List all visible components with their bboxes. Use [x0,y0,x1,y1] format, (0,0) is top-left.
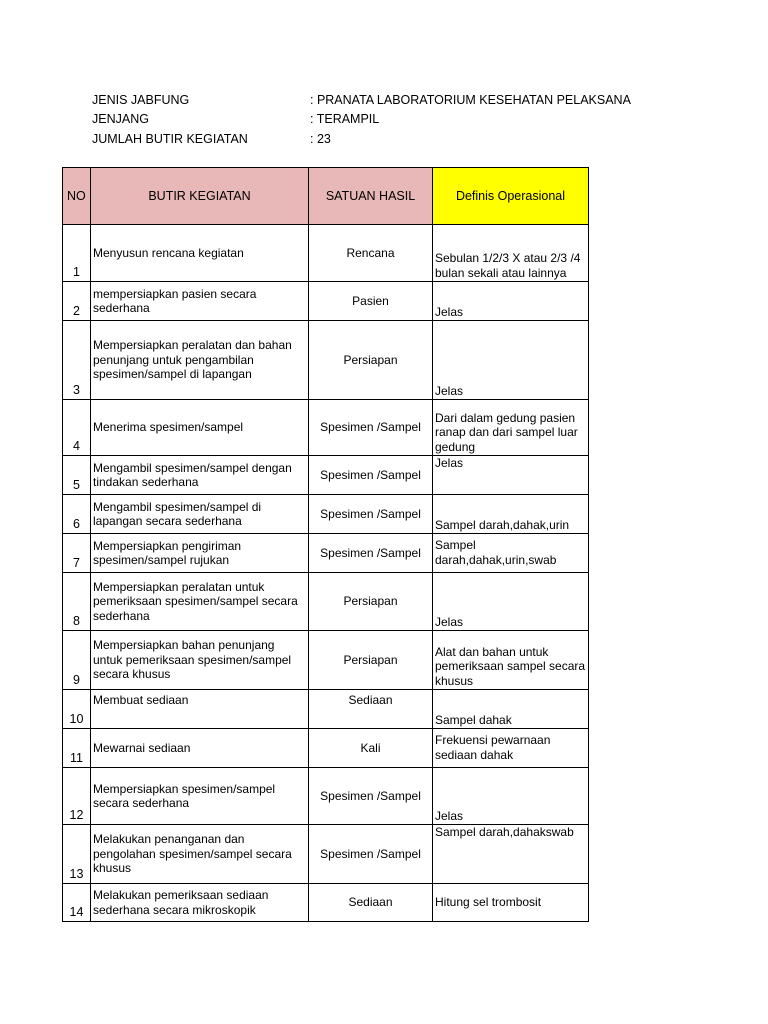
satuan-cell: Spesimen /Sampel [309,456,433,495]
butir-cell: Mempersiapkan peralatan untuk pemeriksaan spesimen/sampel secara sederhana [91,573,309,631]
row-number: 10 [63,690,91,729]
definisi-cell: Sampel darah,dahakswab [433,825,589,884]
butir-cell: Melakukan penanganan dan pengolahan spesimen/sampel secara khusus [91,825,309,884]
row-number: 4 [63,400,91,456]
satuan-cell: Persiapan [309,631,433,690]
row-number: 14 [63,884,91,922]
butir-cell: Membuat sediaan [91,690,309,729]
table-row [63,690,589,729]
table-row [63,321,589,400]
row-number: 6 [63,495,91,534]
butir-cell: Mempersiapkan pengiriman spesimen/sampel rujukan [91,534,309,573]
table-row [63,768,589,825]
definisi-cell: Dari dalam gedung pasien ranap dan dari sampel luar gedung [433,400,589,456]
satuan-cell: Pasien [309,282,433,321]
satuan-cell: Sediaan [309,884,433,922]
satuan-cell: Persiapan [309,321,433,400]
meta-key: JENJANG [92,112,149,127]
meta-key: JENIS JABFUNG [92,92,190,107]
header-no: NO [63,168,91,225]
butir-kegiatan-table [62,167,589,922]
definisi-cell: Hitung sel trombosit [433,884,589,922]
definisi-cell: Jelas [433,321,589,400]
satuan-cell: Persiapan [309,573,433,631]
definisi-cell: Alat dan bahan untuk pemeriksaan sampel secara khusus [433,631,589,690]
definisi-cell: Sebulan 1/2/3 X atau 2/3 /4 bulan sekali atau lainnya [433,225,589,282]
definisi-cell: Sampel darah,dahak,urin,swab [433,534,589,573]
table-row [63,729,589,768]
satuan-cell: Spesimen /Sampel [309,495,433,534]
definisi-cell: Frekuensi pewarnaan sediaan dahak [433,729,589,768]
satuan-cell: Spesimen /Sampel [309,768,433,825]
butir-cell: Mempersiapkan peralatan dan bahan penunjang untuk pengambilan spesimen/sampel di lapangan [91,321,309,400]
table-row [63,456,589,495]
header-satuan-hasil: SATUAN HASIL [309,168,433,225]
butir-cell: Mempersiapkan spesimen/sampel secara sederhana [91,768,309,825]
definisi-cell: Jelas [433,573,589,631]
meta-row-jenjang [92,110,592,130]
meta-value: : TERAMPIL [310,112,380,127]
table-row [63,825,589,884]
definisi-cell: Jelas [433,282,589,321]
table-row [63,282,589,321]
table-row [63,631,589,690]
butir-cell: Mengambil spesimen/sampel di lapangan secara sederhana [91,495,309,534]
satuan-cell: Spesimen /Sampel [309,400,433,456]
butir-cell: mempersiapkan pasien secara sederhana [91,282,309,321]
butir-cell: Mewarnai sediaan [91,729,309,768]
butir-cell: Melakukan pemeriksaan sediaan sederhana secara mikroskopik [91,884,309,922]
row-number: 9 [63,631,91,690]
row-number: 8 [63,573,91,631]
satuan-cell: Sediaan [309,690,433,729]
satuan-cell: Spesimen /Sampel [309,825,433,884]
meta-row-jenis-jabfung [92,90,631,110]
row-number: 7 [63,534,91,573]
header-butir-kegiatan: BUTIR KEGIATAN [91,168,309,225]
definisi-cell: Sampel dahak [433,690,589,729]
row-number: 1 [63,225,91,282]
definisi-cell: Sampel darah,dahak,urin [433,495,589,534]
butir-cell: Mempersiapkan bahan penunjang untuk pemeriksaan spesimen/sampel secara khusus [91,631,309,690]
table-row [63,573,589,631]
meta-row-jumlah-butir [92,129,592,149]
butir-cell: Menyusun rencana kegiatan [91,225,309,282]
header-definisi-operasional: Definis Operasional [433,168,589,225]
row-number: 5 [63,456,91,495]
row-number: 13 [63,825,91,884]
table-row [63,884,589,922]
row-number: 12 [63,768,91,825]
butir-cell: Menerima spesimen/sampel [91,400,309,456]
satuan-cell: Rencana [309,225,433,282]
document-meta [92,90,631,149]
meta-key: JUMLAH BUTIR KEGIATAN [92,131,248,146]
row-number: 2 [63,282,91,321]
satuan-cell: Spesimen /Sampel [309,534,433,573]
table-row [63,400,589,456]
butir-cell: Mengambil spesimen/sampel dengan tindakan sederhana [91,456,309,495]
satuan-cell: Kali [309,729,433,768]
meta-value: : PRANATA LABORATORIUM KESEHATAN PELAKSANA [310,92,631,107]
definisi-cell: Jelas [433,768,589,825]
table-row [63,225,589,282]
row-number: 11 [63,729,91,768]
table-row [63,534,589,573]
table-header-row [63,168,589,225]
table-row [63,495,589,534]
row-number: 3 [63,321,91,400]
meta-value: : 23 [310,131,331,146]
definisi-cell: Jelas [433,456,589,495]
